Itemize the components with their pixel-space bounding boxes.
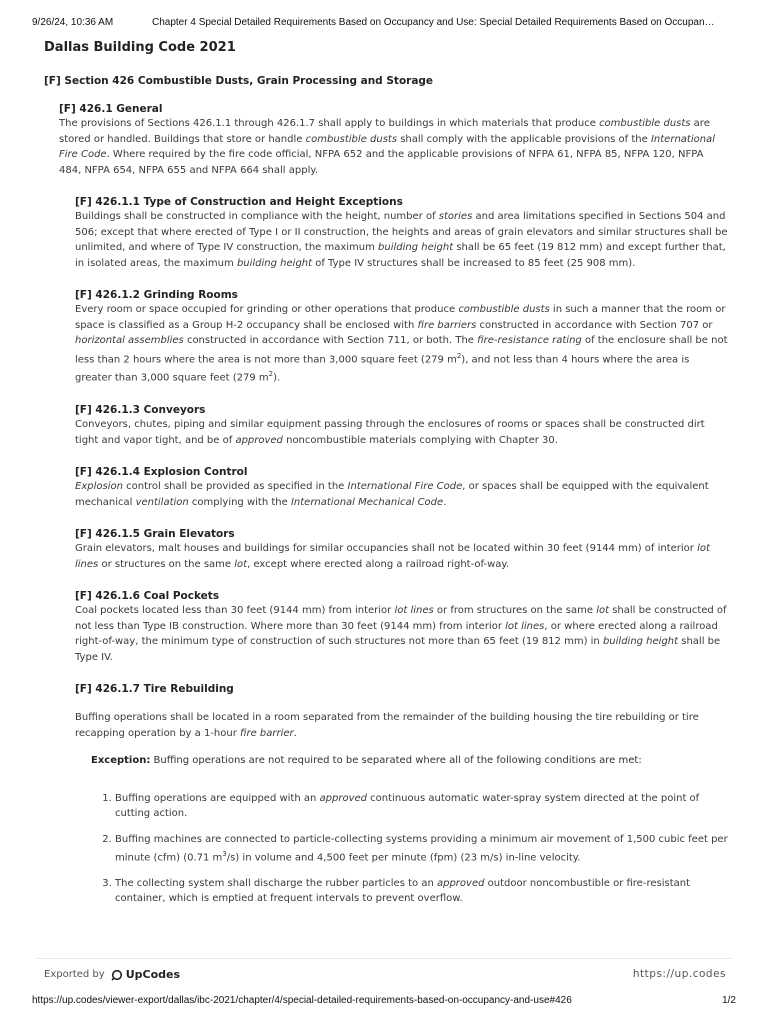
term-link[interactable]: International Fire Code [59,133,715,160]
footer-divider [36,958,732,959]
section-426-1 [59,103,728,178]
print-header [32,17,736,28]
section-426-1-3-heading: [F] 426.1.3 Conveyors [75,404,206,417]
exception-note: Exception: Buffing operations are not required to be separated where all of the following conditions are met: [91,755,642,767]
page-number: 1/2 [722,995,736,1006]
print-datetime: 9/26/24, 10:36 AM [32,17,114,28]
section-426-1-7-text: Buffing operations shall be located in a room separated from the remainder of the building housing the tire rebuilding or tire recapping operation by a 1-hour fire barrier. [75,712,699,739]
section-426-1-5-heading: [F] 426.1.5 Grain Elevators [75,528,235,541]
section-426-1-5 [75,528,728,572]
section-426-1-6-text: Coal pockets located less than 30 feet (9144 mm) from interior lot lines or from structures on the same lot shall be constructed of not less than Type IB construction. Where more than 30 feet (9144 mm) from interior lot lines, or where erected along a railroad right-of-way, the minimum type of construction of such structures not more than 65 feet (19 812 mm) in building height shall be Type IV. [75,605,727,663]
document-content [44,37,728,917]
term-link[interactable]: approved [235,434,283,446]
term-link[interactable]: Explosion [75,481,123,493]
term-link[interactable]: combustible dusts [599,118,691,129]
section-426-1-text: The provisions of Sections 426.1.1 through 426.1.7 shall apply to buildings in which materials that produce combustible dusts are stored or handled. Buildings that store or handle combustible dusts shall comply with the applicable provisions of the International Fire Code. Where required by the fire code official, NFPA 652 and the applicable provisions of NFPA 61, NFPA 85, NFPA 120, NFPA 484, NFPA 654, NFPA 655 and NFPA 664 shall apply. [59,118,715,176]
term-link[interactable]: lot lines [394,605,434,617]
list-item: 3. The collecting system shall discharge the rubber particles to an approved outdoor noncombustible or fire-resistant container, which is emptied at frequent intervals to prevent overflow. [115,876,728,907]
term-link[interactable]: building height [378,242,454,253]
exported-by [44,968,180,981]
upcodes-logo-text: UpCodes [125,968,181,981]
section-426-1-3 [75,404,728,448]
print-footer [32,995,736,1006]
term-link[interactable]: approved [319,792,367,804]
term-link[interactable]: combustible dusts [305,133,398,145]
term-link[interactable]: International Fire Code [347,481,463,493]
term-link[interactable]: lot lines [75,543,710,570]
print-url: https://up.codes/viewer-export/dallas/ibc-2021/chapter/4/special-detailed-requirements-based-on-occupancy-and-use#426 [32,995,572,1006]
term-link[interactable]: fire-resistance rating [477,335,582,346]
section-heading: [F] Section 426 Combustible Dusts, Grain Processing and Storage [44,75,434,87]
term-link[interactable]: lot [234,558,248,570]
section-426-1-7 [75,683,728,907]
term-link[interactable]: fire barrier [240,727,294,739]
term-link[interactable]: fire barriers [417,319,477,331]
term-link[interactable]: lot [596,605,610,617]
exception-conditions-list [75,791,728,907]
section-426-1-3-text: Conveyors, chutes, piping and similar equipment passing through the enclosures of rooms or spaces shall be constructed dirt tight and vapor tight, and be of approved noncombustible materials complying with Chapter 30. [75,419,705,446]
section-426-1-7-heading: [F] 426.1.7 Tire Rebuilding [75,683,234,696]
exception-label: Exception: [91,755,151,767]
list-item: 2. Buffing machines are connected to particle-collecting systems providing a minimum air movement of 1,500 cubic feet per minute (cfm) (0.71 $m^3/s$) in volume and 4,500 feet per minute (fpm) (23 m/s) in-line velocity. [115,832,728,866]
exported-by-label: Exported by [44,969,105,980]
term-link[interactable]: International Mechanical Code [290,496,444,508]
term-link[interactable]: building height [602,636,679,648]
document-title: Dallas Building Code 2021 [44,40,236,55]
print-title: Chapter 4 Special Detailed Requirements Based on Occupancy and Use: Special Detailed Requirements Based on Occupan… [152,17,715,28]
section-426-1-2-text: Every room or space occupied for grinding or other operations that produce combustible dusts in such a manner that the room or space is classified as a Group H-2 occupancy shall be enclosed with fire barriers constructed in accordance with Section 707 or horizontal assemblies constructed in accordance with Section 711, or both. The fire-resistance rating of the enclosure shall be not less than 2 hours where the area is not more than 3,000 square feet (279 $m^2$), and not less than 4 hours where the area is greater than 3,000 square feet (279 $m^2$). [75,304,728,384]
section-426-1-heading: [F] 426.1 General [59,103,163,115]
section-426-1-2-heading: [F] 426.1.2 Grinding Rooms [75,289,238,301]
term-link[interactable]: approved [436,877,485,889]
term-link[interactable]: stories [438,211,473,222]
term-link[interactable]: ventilation [135,496,189,508]
section-426-1-1-heading: [F] 426.1.1 Type of Construction and Height Exceptions [75,196,403,208]
list-item: 1. Buffing operations are equipped with an approved continuous automatic water-spray system directed at the point of cutting action. [115,791,728,822]
term-link[interactable]: building height [236,257,313,269]
section-426-1-5-text: Grain elevators, malt houses and buildings for similar occupancies shall not be located within 30 feet (9144 mm) of interior lot lines or structures on the same lot, except where erected along a railroad right-of-way. [75,543,710,570]
upcodes-logo[interactable] [111,968,180,981]
term-link[interactable]: horizontal assemblies [75,335,184,346]
section-426-1-4-text: Explosion control shall be provided as specified in the International Fire Code, or spaces shall be equipped with the equivalent mechanical ventilation complying with the International Mechanical Code. [75,481,709,508]
section-426-1-6-heading: [F] 426.1.6 Coal Pockets [75,590,220,603]
section-426-1-2 [75,289,728,386]
section-426-1-4 [75,466,728,510]
upcodes-logo-icon [111,969,123,981]
section-426-1-1 [75,196,728,271]
section-426-1-4-heading: [F] 426.1.4 Explosion Control [75,466,248,479]
term-link[interactable]: lot lines [505,620,545,632]
section-426-1-1-text: Buildings shall be constructed in compliance with the height, number of stories and area limitations specified in Sections 504 and 506; except that where erected of Type I or II construction, the heights and areas of grain elevators and similar structures shall be unlimited, and where of Type IV construction, the maximum building height shall be 65 feet (19 812 mm) and except further that, in isolated areas, the maximum building height of Type IV structures shall be increased to 85 feet (25 908 mm). [75,211,728,269]
section-426-1-6 [75,590,728,665]
term-link[interactable]: combustible dusts [458,304,550,315]
site-link[interactable]: https://up.codes [632,968,726,980]
